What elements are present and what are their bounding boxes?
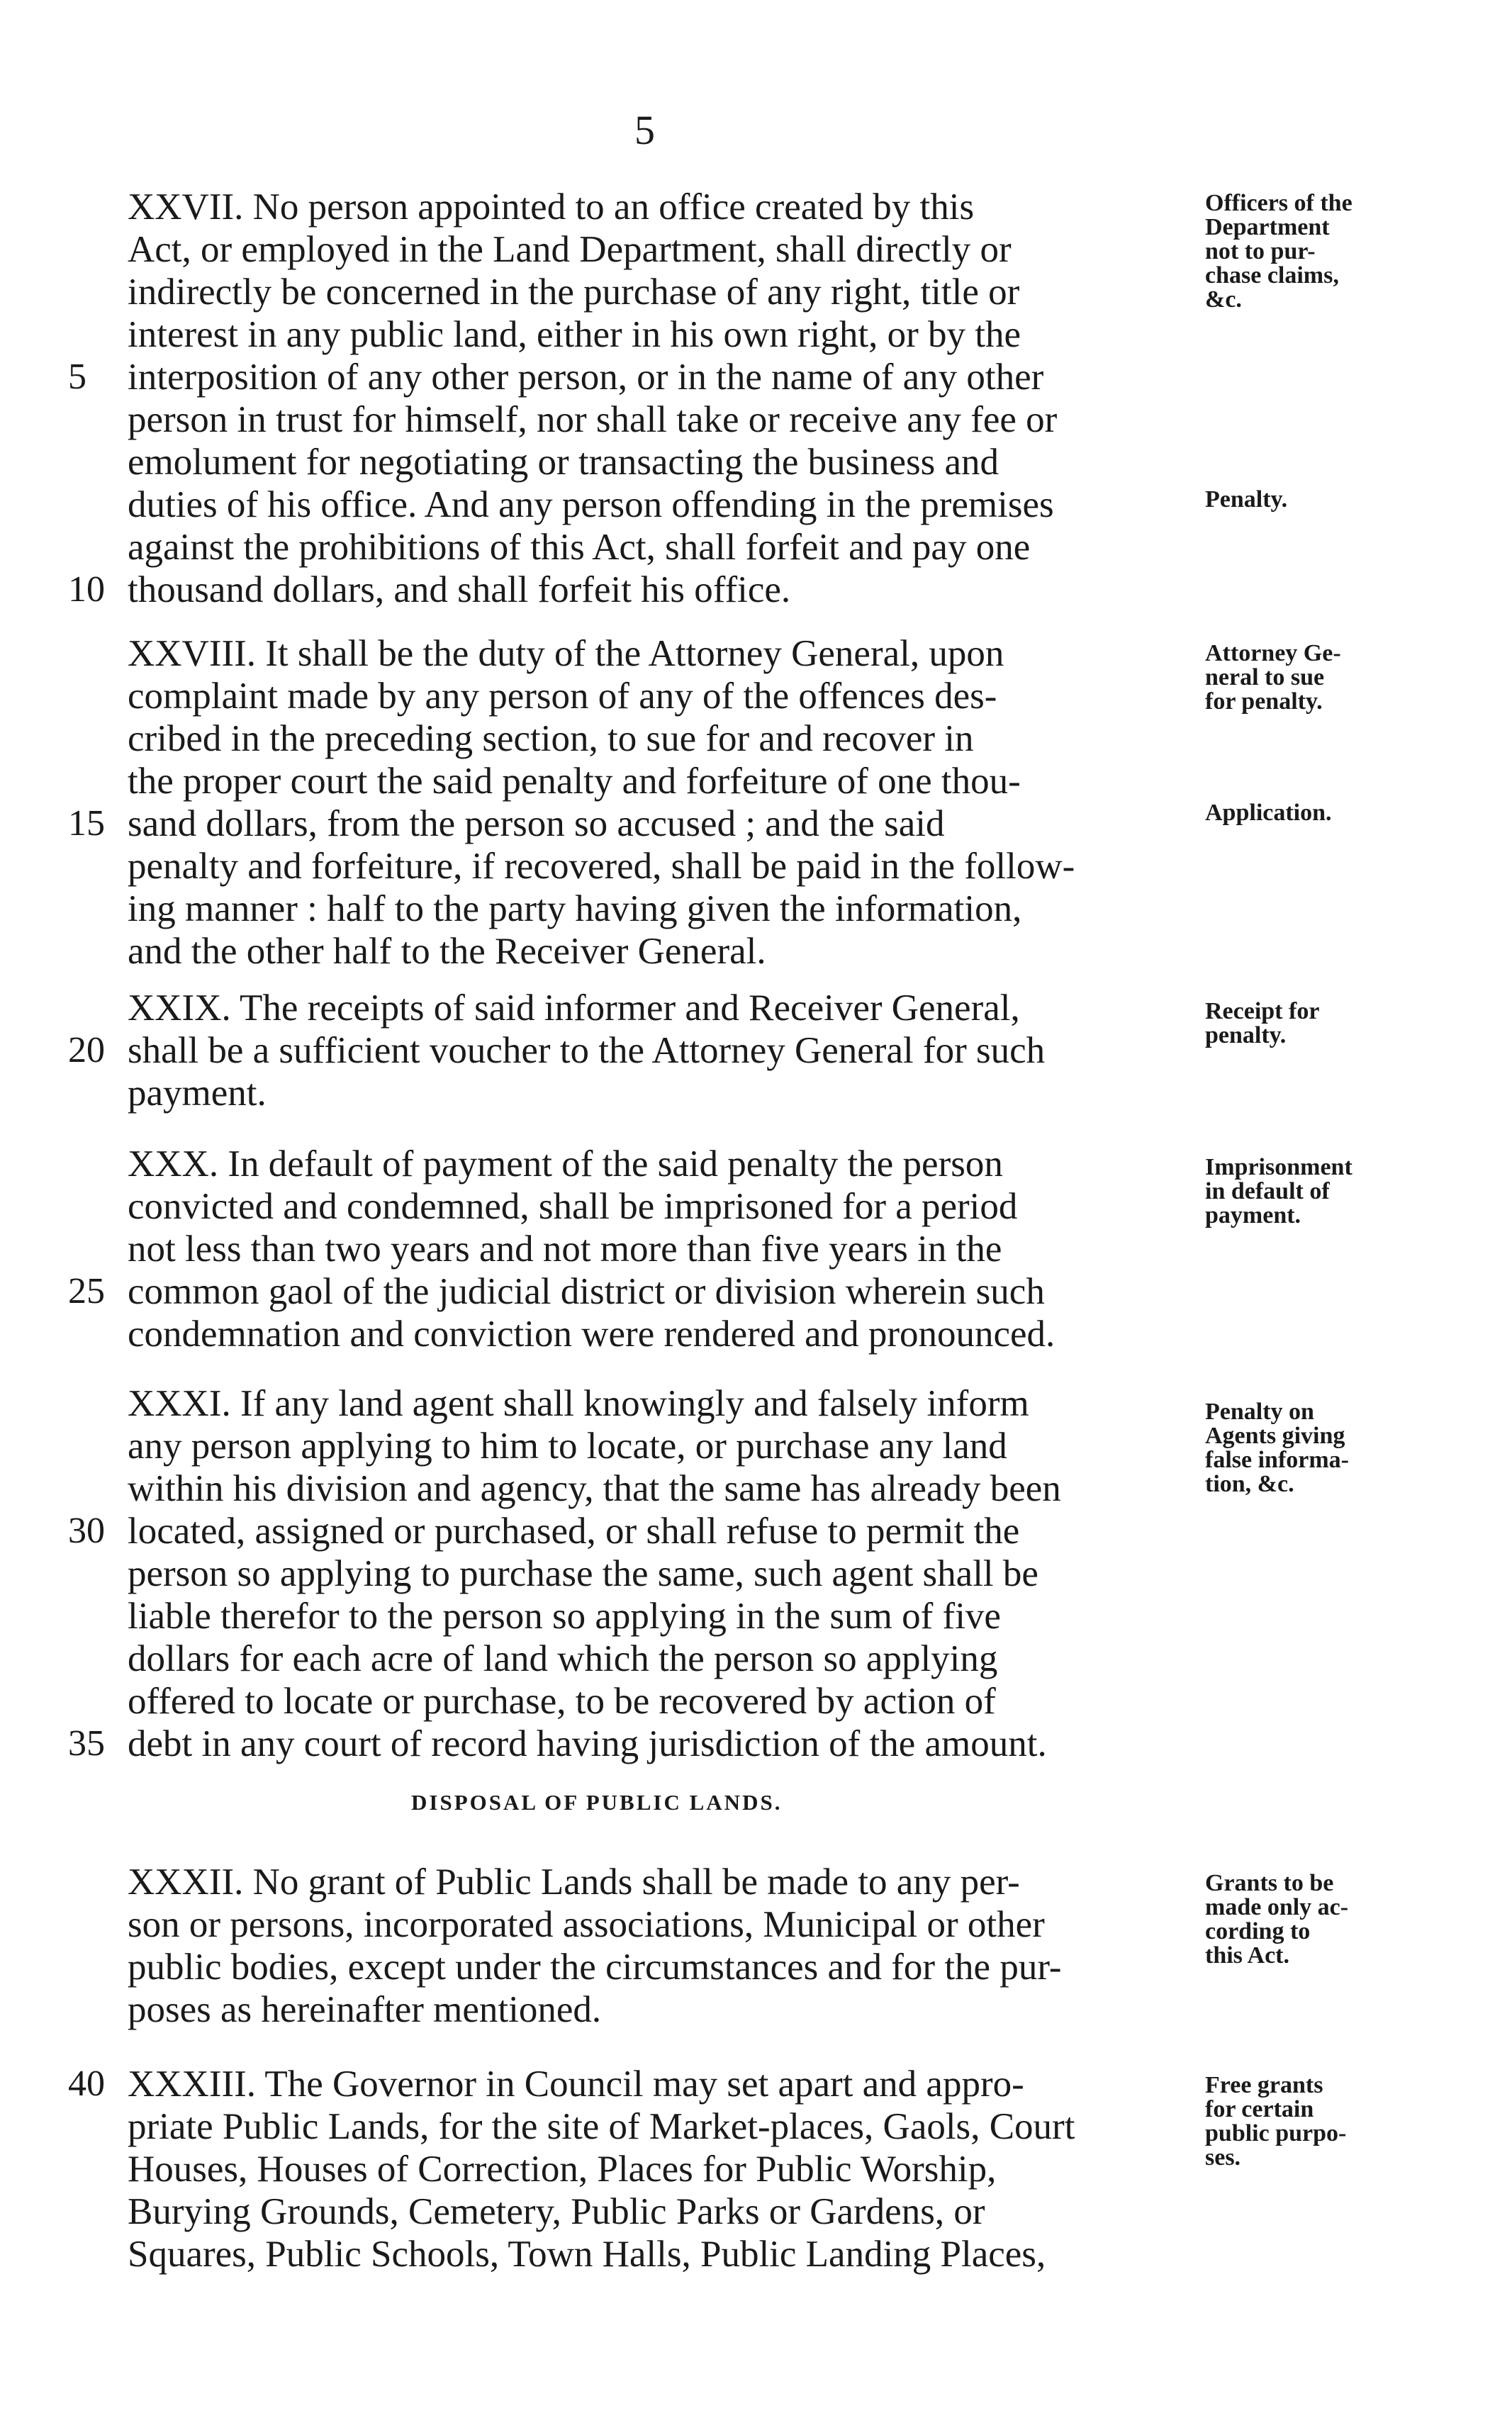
text-line: common gaol of the judicial district or division wherein such xyxy=(128,1271,1045,1312)
margin-note-line: this Act. xyxy=(1205,1942,1289,1969)
text-line: XXXIII. The Governor in Council may set apart and appro- xyxy=(128,2064,1024,2105)
margin-note-line: Application. xyxy=(1205,800,1332,826)
margin-note-line: public purpo- xyxy=(1205,2120,1347,2146)
text-line: XXXI. If any land agent shall knowingly and falsely inform xyxy=(128,1383,1029,1424)
margin-note-line: Department xyxy=(1205,214,1330,240)
margin-note xyxy=(1205,642,1446,714)
text-line: complaint made by any person of any of the offences des- xyxy=(128,676,997,717)
line-number: 20 xyxy=(68,1030,105,1070)
margin-note-line: neral to sue xyxy=(1205,664,1325,690)
text-line: public bodies, except under the circumstances and for the pur- xyxy=(128,1947,1062,1988)
text-line: Burying Grounds, Cemetery, Public Parks or Gardens, or xyxy=(128,2191,985,2232)
text-line: and the other half to the Receiver General. xyxy=(128,931,766,972)
text-line: sand dollars, from the person so accused ; and the said xyxy=(128,803,945,844)
text-line: XXVII. No person appointed to an office created by this xyxy=(128,186,975,228)
margin-note-line: Penalty on xyxy=(1205,1399,1314,1425)
text-line: emolument for negotiating or transacting the business and xyxy=(128,442,999,483)
text-line: thousand dollars, and shall forfeit his office. xyxy=(128,569,791,610)
text-line: offered to locate or purchase, to be recovered by action of xyxy=(128,1681,996,1722)
section-heading: DISPOSAL OF PUBLIC LANDS. xyxy=(411,1790,783,1815)
section-xxviii xyxy=(128,632,1191,973)
margin-note-line: Imprisonment xyxy=(1205,1154,1353,1180)
text-line: ing manner : half to the party having given the information, xyxy=(128,888,1022,929)
page-number: 5 xyxy=(634,107,655,153)
margin-note-line: Receipt for xyxy=(1205,998,1320,1024)
text-line: Act, or employed in the Land Department, shall directly or xyxy=(128,229,1012,270)
line-number: 30 xyxy=(68,1511,105,1551)
margin-note-line: ses. xyxy=(1205,2144,1241,2171)
text-line: located, assigned or purchased, or shall refuse to permit the xyxy=(128,1511,1020,1552)
margin-note-line: in default of xyxy=(1205,1178,1330,1204)
margin-note-line: Attorney Ge- xyxy=(1205,640,1341,666)
text-line: not less than two years and not more than five years in the xyxy=(128,1228,1002,1270)
margin-note xyxy=(1205,1871,1446,1968)
margin-note-line: for penalty. xyxy=(1205,688,1323,715)
margin-note-line: Penalty. xyxy=(1205,486,1288,513)
text-line: the proper court the said penalty and forfeiture of one thou- xyxy=(128,761,1021,802)
margin-note xyxy=(1205,1400,1446,1496)
section-xxvii xyxy=(128,186,1191,611)
section-xxxi xyxy=(128,1382,1191,1765)
section-xxxii xyxy=(128,1861,1191,2031)
text-line: debt in any court of record having jurisdiction of the amount. xyxy=(128,1723,1047,1764)
margin-note xyxy=(1205,191,1446,312)
text-line: cribed in the preceding section, to sue for and recover in xyxy=(128,718,974,759)
text-line: poses as hereinafter mentioned. xyxy=(128,1989,602,2030)
margin-note-line: not to pur- xyxy=(1205,238,1316,264)
section-xxxiii xyxy=(128,2063,1191,2275)
text-line: payment. xyxy=(128,1073,267,1114)
text-line: XXX. In default of payment of the said penalty the person xyxy=(128,1143,1003,1185)
line-number: 5 xyxy=(68,357,86,397)
text-line: person in trust for himself, nor shall take or receive any fee or xyxy=(128,399,1058,440)
margin-note-line: payment. xyxy=(1205,1202,1301,1228)
line-number: 40 xyxy=(68,2064,105,2104)
section-xxix xyxy=(128,987,1191,1114)
text-line: interposition of any other person, or in the name of any other xyxy=(128,357,1044,398)
margin-note-line: made only ac- xyxy=(1205,1894,1349,1920)
text-line: interest in any public land, either in his own right, or by the xyxy=(128,314,1021,355)
text-line: person so applying to purchase the same, such agent shall be xyxy=(128,1553,1038,1594)
margin-note-line: tion, &c. xyxy=(1205,1471,1294,1497)
line-number: 35 xyxy=(68,1723,105,1764)
line-number: 15 xyxy=(68,803,105,844)
text-line: shall be a sufficient voucher to the Attorney General for such xyxy=(128,1030,1046,1071)
margin-note-line: Grants to be xyxy=(1205,1870,1334,1896)
line-number: 10 xyxy=(68,569,105,610)
margin-note-line: Free grants xyxy=(1205,2072,1323,2098)
text-line: penalty and forfeiture, if recovered, shall be paid in the follow- xyxy=(128,846,1075,887)
text-line: against the prohibitions of this Act, shall forfeit and pay one xyxy=(128,527,1031,568)
text-line: XXVIII. It shall be the duty of the Attorney General, upon xyxy=(128,633,1004,674)
margin-note-line: Officers of the xyxy=(1205,190,1353,216)
text-line: dollars for each acre of land which the person so applying xyxy=(128,1638,998,1679)
margin-note-line: for certain xyxy=(1205,2096,1314,2122)
text-line: son or persons, incorporated associations, Municipal or other xyxy=(128,1904,1045,1945)
text-line: condemnation and conviction were rendered and pronounced. xyxy=(128,1314,1055,1355)
margin-note xyxy=(1205,1155,1446,1228)
margin-note-line: false informa- xyxy=(1205,1447,1350,1473)
text-line: duties of his office. And any person offending in the premises xyxy=(128,484,1054,525)
section-xxx xyxy=(128,1143,1191,1355)
text-line: XXXII. No grant of Public Lands shall be made to any per- xyxy=(128,1861,1020,1903)
margin-note xyxy=(1205,801,1446,825)
margin-note-line: chase claims, xyxy=(1205,262,1339,289)
margin-note-line: penalty. xyxy=(1205,1022,1287,1048)
margin-note xyxy=(1205,2073,1446,2170)
margin-note xyxy=(1205,488,1446,512)
text-line: liable therefor to the person so applying in the sum of five xyxy=(128,1596,1001,1637)
text-line: Squares, Public Schools, Town Halls, Public Landing Places, xyxy=(128,2234,1046,2275)
text-line: priate Public Lands, for the site of Market-places, Gaols, Court xyxy=(128,2106,1075,2147)
margin-note-line: &c. xyxy=(1205,286,1242,313)
margin-note-line: Agents giving xyxy=(1205,1423,1345,1449)
text-line: indirectly be concerned in the purchase of any right, title or xyxy=(128,271,1020,313)
text-line: Houses, Houses of Correction, Places for Public Worship, xyxy=(128,2149,997,2190)
margin-note-line: cording to xyxy=(1205,1918,1311,1944)
line-number: 25 xyxy=(68,1271,105,1311)
text-line: within his division and agency, that the same has already been xyxy=(128,1468,1061,1509)
margin-note xyxy=(1205,1000,1446,1048)
text-line: XXIX. The receipts of said informer and Receiver General, xyxy=(128,987,1020,1029)
text-line: convicted and condemned, shall be imprisoned for a period xyxy=(128,1186,1018,1227)
text-line: any person applying to him to locate, or purchase any land xyxy=(128,1426,1007,1467)
